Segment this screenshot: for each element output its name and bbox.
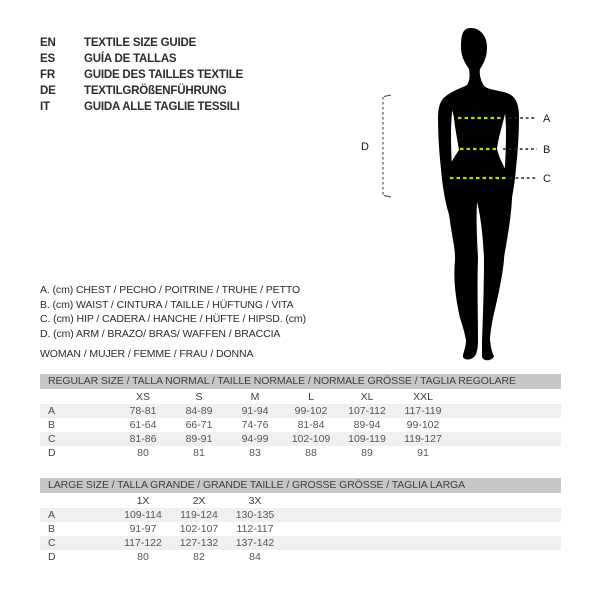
- arm-marker-label: D: [361, 141, 369, 153]
- row-label: B: [48, 523, 56, 535]
- language-label: TEXTILE SIZE GUIDE: [84, 37, 197, 49]
- language-list: [40, 35, 243, 115]
- table-title: LARGE SIZE / TALLA GRANDE / GRANDE TAILLE / GROSSE GRÖSSE / TAGLIA LARGA: [40, 478, 561, 493]
- table-row: [40, 432, 561, 446]
- table-corner-cell: [40, 390, 115, 404]
- language-code: EN: [40, 37, 56, 49]
- size-value: 119-127: [404, 433, 442, 445]
- size-value: 81-84: [297, 419, 325, 431]
- column-header: 1X: [136, 495, 150, 507]
- size-value: 102-109: [291, 433, 331, 445]
- regular-size-table: [40, 374, 561, 460]
- figure-diagram: [345, 20, 600, 375]
- legend-line: D. (cm) ARM / BRAZO/ BRAS/ WAFFEN / BRACCIA: [40, 327, 281, 340]
- size-value: 109-114: [124, 509, 162, 521]
- size-value: 89-91: [185, 433, 213, 445]
- row-label: C: [48, 433, 56, 445]
- size-value: 91-97: [129, 523, 157, 535]
- table-filler: [451, 446, 561, 460]
- language-code: FR: [40, 69, 55, 81]
- column-header: XL: [360, 391, 374, 403]
- table-row: [40, 446, 561, 460]
- language-code: ES: [40, 53, 55, 65]
- size-value: 117-119: [404, 405, 442, 417]
- row-label: A: [48, 509, 56, 521]
- table-filler: [451, 404, 561, 418]
- size-value: 127-132: [179, 537, 219, 549]
- size-value: 66-71: [185, 419, 213, 431]
- column-header: S: [195, 391, 203, 403]
- large-size-table: [40, 478, 561, 564]
- size-value: 91-94: [241, 405, 269, 417]
- legend-line: B. (cm) WAIST / CINTURA / TAILLE / HÜFTUNG / VITA: [40, 298, 294, 311]
- column-header: 2X: [192, 495, 206, 507]
- column-header: M: [250, 391, 260, 403]
- size-value: 102-107: [179, 523, 219, 535]
- table-filler: [283, 550, 561, 564]
- table-column-headers: [40, 390, 561, 404]
- hip-marker-label: C: [543, 173, 551, 185]
- table-filler: [283, 536, 561, 550]
- chest-marker-label: A: [543, 113, 551, 125]
- table-row: [40, 508, 561, 522]
- language-code: DE: [40, 85, 56, 97]
- table-row: [40, 550, 561, 564]
- table-column-headers: [40, 494, 561, 508]
- table-filler: [451, 390, 561, 404]
- language-label: GUIDA ALLE TAGLIE TESSILI: [84, 101, 240, 113]
- table-row: [40, 536, 561, 550]
- size-value: 91: [417, 447, 429, 459]
- table-filler: [283, 494, 561, 508]
- size-value: 130-135: [235, 509, 275, 521]
- table-row: [40, 522, 561, 536]
- size-value: 83: [249, 447, 261, 459]
- size-value: 88: [305, 447, 317, 459]
- arm-measure-tick-top: [384, 95, 391, 97]
- size-value: 94-99: [241, 433, 269, 445]
- size-value: 107-112: [348, 405, 386, 417]
- size-value: 80: [137, 447, 149, 459]
- size-value: 99-102: [294, 405, 328, 417]
- size-value: 78-81: [129, 405, 157, 417]
- size-value: 109-119: [348, 433, 386, 445]
- arm-measure-tick-bottom: [384, 196, 391, 198]
- table-filler: [283, 522, 561, 536]
- size-value: 74-76: [241, 419, 269, 431]
- legend-line: C. (cm) HIP / CADERA / HANCHE / HÜFTE / HIPSD. (cm): [40, 313, 306, 325]
- language-row: [40, 99, 243, 115]
- size-value: 117-122: [124, 537, 162, 549]
- table-filler: [283, 508, 561, 522]
- column-header: 3X: [248, 495, 262, 507]
- size-value: 137-142: [235, 537, 275, 549]
- row-label: D: [48, 551, 56, 563]
- size-value: 89: [361, 447, 373, 459]
- language-row: [40, 67, 243, 83]
- row-label: D: [48, 447, 56, 459]
- woman-silhouette: [446, 28, 512, 360]
- language-row: [40, 35, 243, 51]
- table-corner-cell: [40, 494, 115, 508]
- gender-line: WOMAN / MUJER / FEMME / FRAU / DONNA: [40, 348, 254, 360]
- size-value: 84-89: [185, 405, 213, 417]
- table-filler: [451, 418, 561, 432]
- language-code: IT: [40, 101, 50, 113]
- size-value: 61-64: [129, 419, 157, 431]
- legend-line: A. (cm) CHEST / PECHO / POITRINE / TRUHE / PETTO: [40, 284, 301, 296]
- language-label: TEXTILGRÖßENFÜHRUNG: [84, 85, 227, 97]
- size-value: 112-117: [236, 523, 274, 535]
- size-value: 81: [193, 447, 205, 459]
- size-value: 82: [193, 551, 205, 563]
- column-header: XS: [135, 391, 150, 403]
- language-row: [40, 83, 243, 99]
- size-value: 89-94: [353, 419, 381, 431]
- language-row: [40, 51, 243, 67]
- measurement-legend: [40, 283, 306, 341]
- column-header: XXL: [413, 391, 433, 403]
- table-title: REGULAR SIZE / TALLA NORMAL / TAILLE NORMALE / NORMALE GRÖSSE / TAGLIA REGOLARE: [40, 374, 561, 389]
- size-value: 81-86: [129, 433, 157, 445]
- row-label: A: [48, 405, 56, 417]
- table-row: [40, 418, 561, 432]
- row-label: C: [48, 537, 56, 549]
- table-row: [40, 404, 561, 418]
- size-value: 84: [249, 551, 261, 563]
- table-filler: [451, 432, 561, 446]
- size-value: 119-124: [180, 509, 218, 521]
- language-label: GUÍA DE TALLAS: [84, 53, 177, 65]
- waist-marker-label: B: [543, 144, 551, 156]
- column-header: L: [308, 391, 314, 403]
- size-value: 80: [137, 551, 149, 563]
- row-label: B: [48, 419, 56, 431]
- size-value: 99-102: [406, 419, 440, 431]
- language-label: GUIDE DES TAILLES TEXTILE: [84, 69, 243, 81]
